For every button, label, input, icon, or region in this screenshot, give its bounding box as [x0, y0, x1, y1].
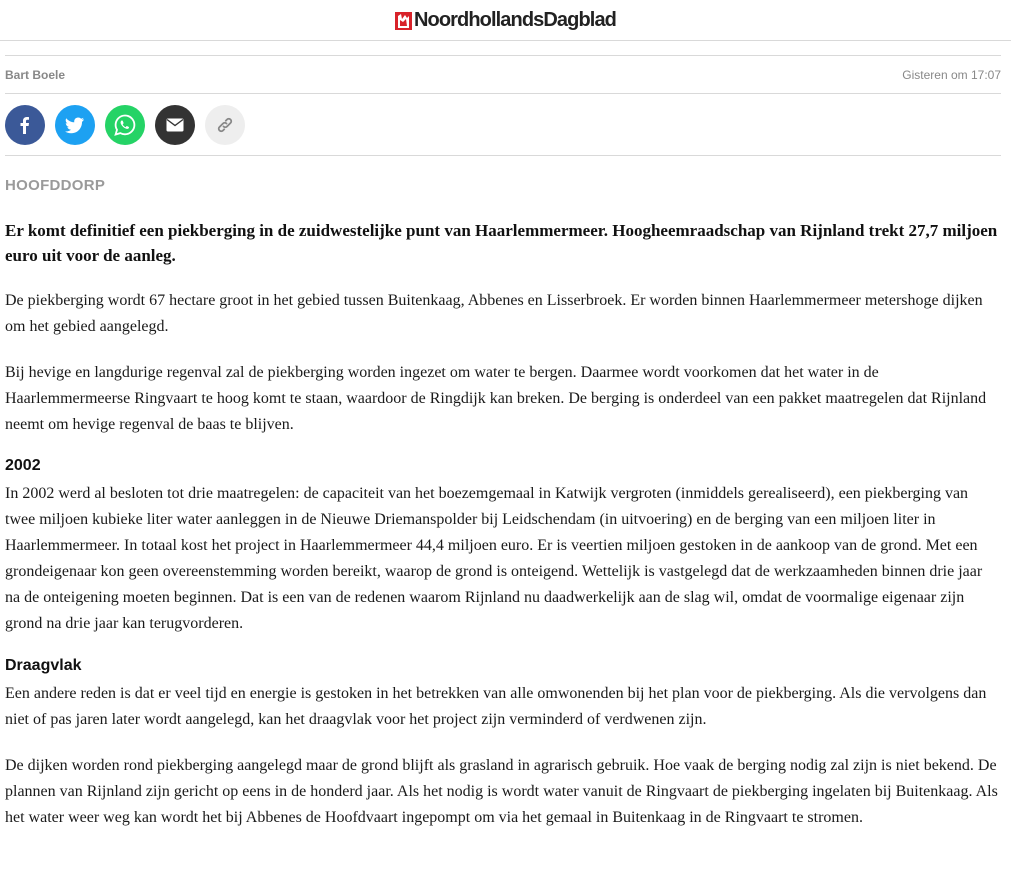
article-meta: [5, 55, 1001, 94]
article-lead: Er komt definitief een piekberging in de zuidwestelijke punt van Haarlemmermeer. Hoogheemraadschap van Rijnland trekt 27,7 miljoen euro uit voor de aanleg.: [5, 221, 998, 265]
brand-name: NoordhollandsDagblad: [413, 8, 616, 31]
brand-logo-icon: [395, 10, 412, 30]
facebook-icon: [16, 116, 34, 134]
subheading: 2002: [5, 457, 41, 474]
paragraph: De dijken worden rond piekberging aangelegd maar de grond blijft als grasland in agrarisch gebruik. Hoe vaak de berging nodig zal zijn is niet bekend. De plannen van Rijnland zijn gericht op eens in de honderd jaar. Als het nodig is wordt water vanuit de Ringvaart de piekberging ingelaten bij Buitenkaag. Als het water weer weg kan wordt het bij Abbenes de Hoofdvaart ingepompt om via het gemaal in Buitenkaag in de Ringvaart te stromen.: [5, 757, 998, 826]
copy-link-button[interactable]: [205, 105, 245, 145]
brand-link[interactable]: [395, 9, 616, 32]
paragraph: Een andere reden is dat er veel tijd en energie is gestoken in het betrekken van alle omwonenden bij het plan voor de piekberging. Als die vervolgens dan niet of pas jaren later wordt aangelegd, kan het draagvlak voor het project zijn verminderd of verdwenen zijn.: [5, 685, 987, 728]
paragraph: Bij hevige en langdurige regenval zal de piekberging worden ingezet om water te bergen. Daarmee wordt voorkomen dat het water in de Haarlemmermeerse Ringvaart te hoog komt te staan, waardoor de Ringdijk kan breken. De berging is onderdeel van een pakket maatregelen dat Rijnland neemt om hevige regenval de baas te blijven.: [5, 364, 987, 433]
share-bar: [5, 94, 1001, 156]
whatsapp-icon: [114, 114, 136, 136]
publish-date: Gisteren om 17:07: [902, 67, 1001, 82]
paragraph: De piekberging wordt 67 hectare groot in het gebied tussen Buitenkaag, Abbenes en Lisserbroek. Er worden binnen Haarlemmermeer metershoge dijken om het gebied aangelegd.: [5, 292, 983, 335]
site-header: [0, 0, 1011, 41]
subheading: Draagvlak: [5, 657, 82, 674]
share-whatsapp-button[interactable]: [105, 105, 145, 145]
link-icon: [215, 115, 235, 135]
dateline-location: HOOFDDORP: [5, 177, 106, 194]
email-icon: [166, 118, 184, 132]
share-facebook-button[interactable]: [5, 105, 45, 145]
share-email-button[interactable]: [155, 105, 195, 145]
paragraph: In 2002 werd al besloten tot drie maatregelen: de capaciteit van het boezemgemaal in Katwijk vergroten (inmiddels gerealiseerd), een piekberging van twee miljoen kubieke liter water aanleggen in de Nieuwe Driemanspolder bij Leidschendam (in uitvoering) en de berging van een miljoen liter in Haarlemmermeer. In totaal kost het project in Haarlemmermeer 44,4 miljoen euro. Er is veertien miljoen gestoken in de aankoop van de grond. Met een grondeigenaar kon geen overeenstemming worden bereikt, waarop de grond is onteigend. Wettelijk is vastgelegd dat de werkzaamheden binnen drie jaar na de onteigening moeten beginnen. Dat is een van de redenen waarom Rijnland nu daadwerkelijk aan de slag wil, omdat de voormalige eigenaar zijn grond na drie jaar kan terugvorderen.: [5, 485, 983, 632]
twitter-icon: [65, 116, 85, 134]
author-name: Bart Boele: [5, 67, 66, 82]
share-twitter-button[interactable]: [55, 105, 95, 145]
article: [5, 55, 1001, 831]
